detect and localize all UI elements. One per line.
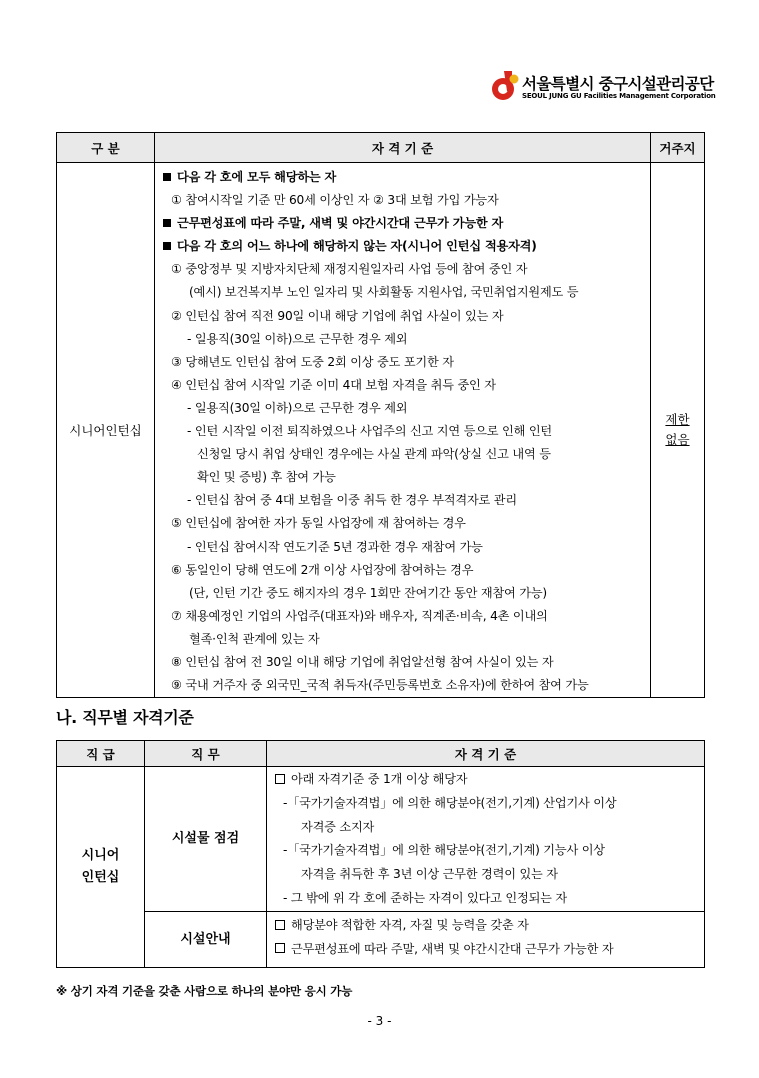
bullet-square-icon xyxy=(163,242,171,250)
org-name-korean: 서울특별시 중구시설관리공단 xyxy=(522,75,714,93)
header-category: 구 분 xyxy=(57,133,155,163)
checkbox-square-icon xyxy=(275,774,285,784)
bullet-square-icon xyxy=(163,219,171,227)
criteria-line: 다음 각 호의 어느 하나에 해당하지 않는 자(시니어 인턴십 적용자격) xyxy=(163,235,644,258)
criteria-line: - 일용직(30일 이하)으로 근무한 경우 제외 xyxy=(187,331,408,346)
criteria-line: 해당분야 적합한 자격, 자질 및 능력을 갖춘 자 xyxy=(275,914,698,938)
criteria-cell xyxy=(155,163,651,698)
org-logo-icon xyxy=(490,71,520,103)
senior-internship-eligibility-table xyxy=(56,132,705,698)
header-residence: 거주지 xyxy=(651,133,705,163)
criteria-line: (예시) 보건복지부 노인 일자리 및 사회활동 지원사업, 국민취업지원제도 등 xyxy=(189,285,579,300)
section-title: 나. 직무별 자격기준 xyxy=(56,708,194,727)
page-number: - 3 - xyxy=(367,1014,392,1028)
criteria-line: ⑨ 국내 거주자 중 외국민_국적 취득자(주민등록번호 소유자)에 한하여 참여 가능 xyxy=(171,678,589,693)
checkbox-square-icon xyxy=(275,920,285,930)
job-name-cell: 시설물 점검 xyxy=(145,767,267,912)
criteria-line: - 인턴십 참여 중 4대 보험을 이중 취득 한 경우 부적격자로 관리 xyxy=(187,493,517,508)
table-header-row xyxy=(57,741,705,767)
footnote: ※ 상기 자격 기준을 갖춘 사람으로 하나의 분야만 응시 가능 xyxy=(56,984,353,998)
org-logo xyxy=(490,71,720,107)
org-name-english: SEOUL JUNG GU Facilities Management Corporation xyxy=(522,92,716,100)
criteria-line: 자격증 소지자 xyxy=(301,819,375,834)
criteria-line: ④ 인턴십 참여 시작일 기준 이미 4대 보험 자격을 취득 중인 자 xyxy=(171,377,496,392)
job-name-cell: 시설안내 xyxy=(145,912,267,968)
header-job: 직 무 xyxy=(145,741,267,767)
criteria-line: - 일용직(30일 이하)으로 근무한 경우 제외 xyxy=(187,400,408,415)
criteria-line: ⑧ 인턴십 참여 전 30일 이내 해당 기업에 취업알선형 참여 사실이 있는 자 xyxy=(171,654,554,669)
criteria-line: 근무편성표에 따라 주말, 새벽 및 야간시간대 근무가 가능한 자 xyxy=(163,212,644,235)
residence-text: 없음 xyxy=(665,432,690,448)
table-row xyxy=(57,767,705,912)
criteria-line: ① 참여시작일 기준 만 60세 이상인 자 ② 3대 보험 가입 가능자 xyxy=(171,193,499,208)
job-criteria-cell xyxy=(267,767,705,912)
criteria-line: 다음 각 호에 모두 해당하는 자 xyxy=(163,166,644,189)
criteria-line: ① 중앙정부 및 지방자치단체 재정지원일자리 사업 등에 참여 중인 자 xyxy=(171,262,528,277)
table-row xyxy=(57,912,705,968)
table-header-row xyxy=(57,133,705,163)
criteria-line: - 그 밖에 위 각 호에 준하는 자격이 있다고 인정되는 자 xyxy=(283,890,567,905)
criteria-line: ⑤ 인턴십에 참여한 자가 동일 사업장에 재 참여하는 경우 xyxy=(171,516,466,531)
criteria-line: 아래 자격기준 중 1개 이상 해당자 xyxy=(275,768,698,792)
criteria-line: - 인턴 시작일 이전 퇴직하였으나 사업주의 신고 지연 등으로 인해 인턴 xyxy=(187,424,552,439)
job-criteria-cell xyxy=(267,912,705,968)
criteria-line: (단, 인턴 기간 중도 해지자의 경우 1회만 잔여기간 동안 재참여 가능) xyxy=(189,585,547,600)
header-criteria: 자 격 기 준 xyxy=(155,133,651,163)
residence-cell xyxy=(651,163,705,698)
criteria-line: 신청일 당시 취업 상태인 경우에는 사실 관계 파악(상실 신고 내역 등 xyxy=(197,447,551,462)
criteria-line: ② 인턴십 참여 직전 90일 이내 해당 기업에 취업 사실이 있는 자 xyxy=(171,308,504,323)
job-qualification-table xyxy=(56,740,705,968)
table-row xyxy=(57,163,705,698)
category-cell: 시니어인턴십 xyxy=(57,163,155,698)
criteria-line: ⑥ 동일인이 당해 연도에 2개 이상 사업장에 참여하는 경우 xyxy=(171,562,474,577)
header-criteria: 자 격 기 준 xyxy=(267,741,705,767)
residence-text: 제한 xyxy=(665,412,690,428)
bullet-square-icon xyxy=(163,173,171,181)
criteria-line: - 인턴십 참여시작 연도기준 5년 경과한 경우 재참여 가능 xyxy=(187,539,483,554)
header-grade: 직 급 xyxy=(57,741,145,767)
criteria-line: ⑦ 채용예정인 기업의 사업주(대표자)와 배우자, 직계존·비속, 4촌 이내의 xyxy=(171,608,548,623)
criteria-line: -「국가기술자격법」에 의한 해당분야(전기,기계) 기능사 이상 xyxy=(283,843,605,858)
criteria-line: ③ 당해년도 인턴십 참여 도중 2회 이상 중도 포기한 자 xyxy=(171,354,454,369)
grade-cell: 시니어 인턴십 xyxy=(57,767,145,968)
criteria-line: -「국가기술자격법」에 의한 해당분야(전기,기계) 산업기사 이상 xyxy=(283,795,617,810)
checkbox-square-icon xyxy=(275,943,285,953)
criteria-line: 혈족·인척 관계에 있는 자 xyxy=(189,631,320,646)
criteria-line: 자격을 취득한 후 3년 이상 근무한 경력이 있는 자 xyxy=(301,867,558,882)
criteria-line: 근무편성표에 따라 주말, 새벽 및 야간시간대 근무가 가능한 자 xyxy=(275,938,698,962)
criteria-line: 확인 및 증빙) 후 참여 가능 xyxy=(197,470,336,485)
